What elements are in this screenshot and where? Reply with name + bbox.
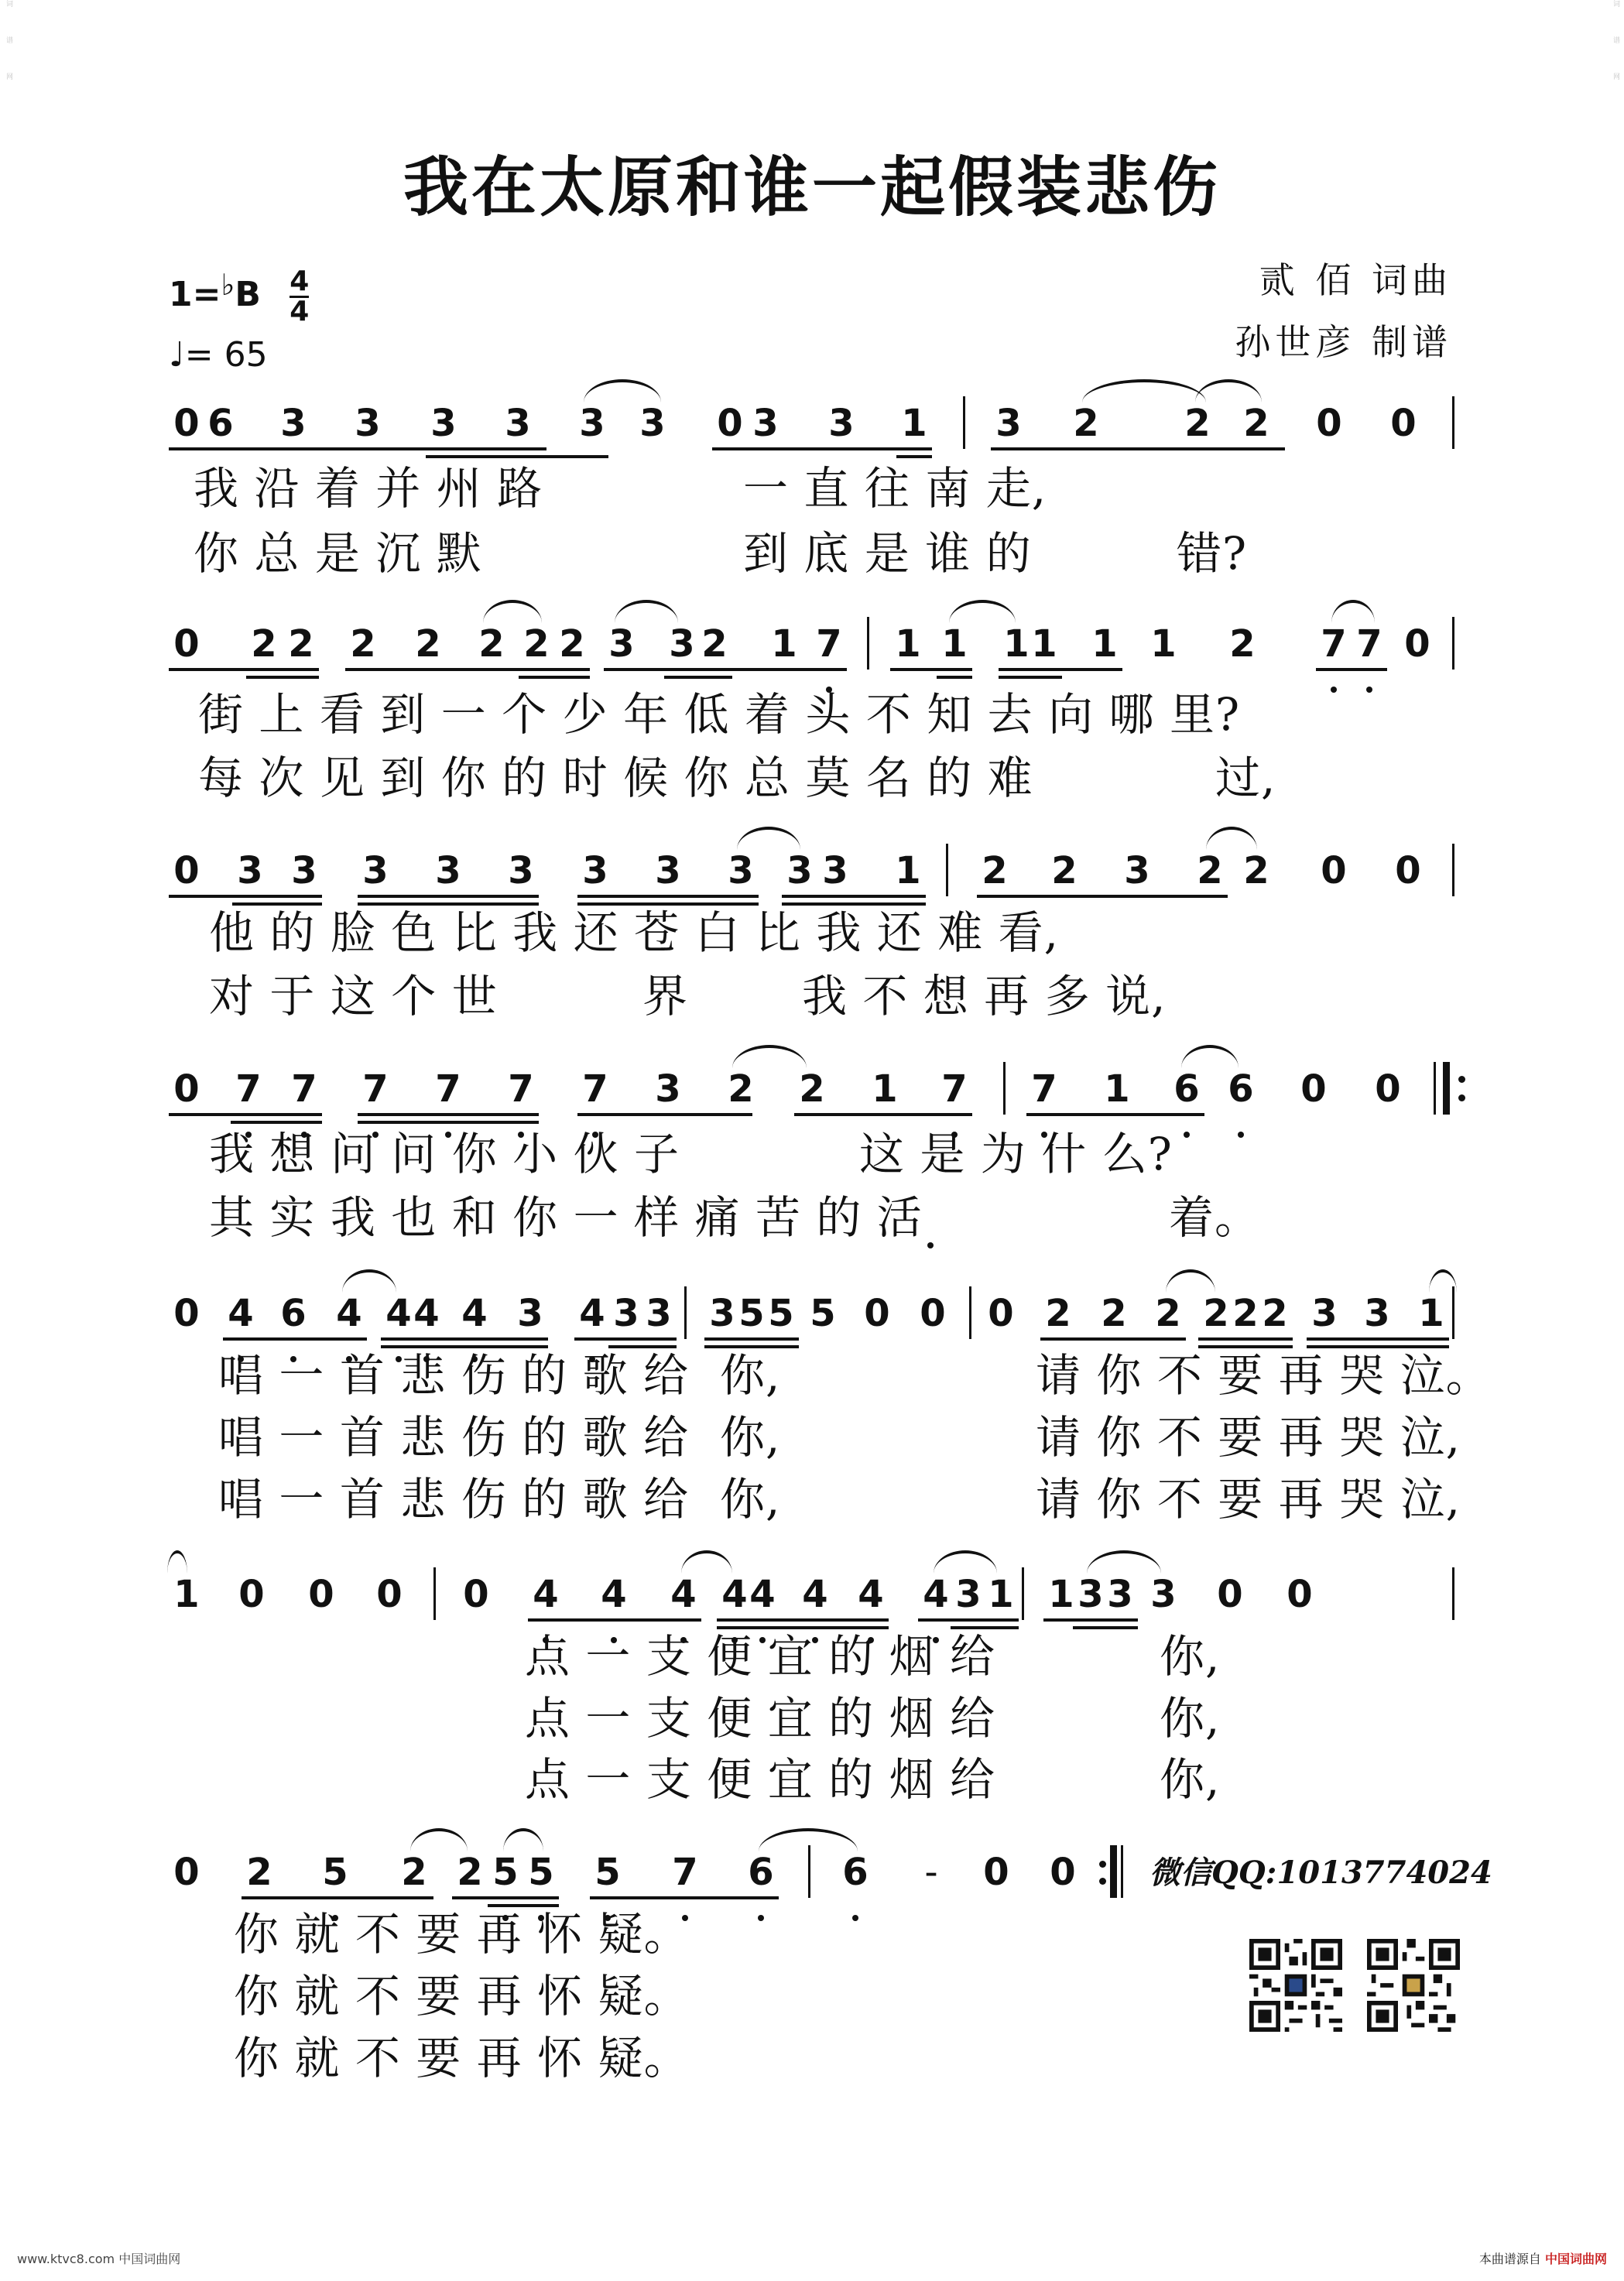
staff-5 bbox=[0, 1286, 1624, 1348]
note: 5 bbox=[768, 1292, 794, 1335]
note: 6 bbox=[743, 1845, 779, 1899]
beam bbox=[358, 1121, 539, 1124]
note: 0 bbox=[376, 1573, 403, 1616]
beam bbox=[246, 676, 319, 679]
repeat-end-barline bbox=[1110, 1845, 1117, 1898]
note: 2 bbox=[1232, 1292, 1259, 1335]
note: 5 bbox=[590, 1845, 625, 1899]
note: 2 bbox=[1243, 402, 1269, 445]
note: 6 bbox=[1223, 1062, 1259, 1116]
note: 5 bbox=[810, 1292, 836, 1335]
octave-dot-below bbox=[758, 1915, 764, 1921]
lyric-segment: 你 就 不 要 再 怀 疑。 bbox=[234, 1908, 690, 1961]
note: 1 bbox=[901, 402, 927, 445]
note: 2 bbox=[457, 1851, 483, 1894]
lyric-segment: 请 你 不 要 再 哭 泣, bbox=[1036, 1411, 1461, 1464]
qr-code-icon[interactable] bbox=[1367, 1939, 1460, 2032]
footer-source-label: 本曲谱源自 bbox=[1478, 2252, 1541, 2266]
note: 3 bbox=[655, 1067, 681, 1111]
lyric-segment: 点 一 支 便 宜 的 烟 给 bbox=[525, 1692, 996, 1745]
beam bbox=[381, 1337, 548, 1341]
beam bbox=[794, 1113, 972, 1116]
note: 4 bbox=[853, 1567, 889, 1622]
beam bbox=[358, 1113, 539, 1116]
beam bbox=[169, 895, 322, 898]
tempo-marking bbox=[169, 326, 309, 385]
note: 4 bbox=[596, 1567, 632, 1622]
beam bbox=[712, 447, 932, 450]
note: 2 bbox=[350, 622, 376, 666]
note: 0 bbox=[1316, 402, 1342, 445]
repeat-dot bbox=[1099, 1861, 1106, 1868]
beam bbox=[1073, 1626, 1138, 1629]
note: 6 bbox=[207, 402, 234, 445]
note: 0 bbox=[1375, 1067, 1401, 1111]
note: 3 bbox=[435, 849, 461, 892]
barline bbox=[969, 1286, 971, 1339]
note: 0 bbox=[463, 1573, 489, 1616]
octave-dot-below bbox=[1331, 687, 1337, 693]
footer-site-link[interactable]: 中国词曲网 bbox=[1544, 2252, 1607, 2266]
barline bbox=[946, 844, 948, 896]
note: 7 bbox=[1316, 617, 1352, 671]
tie bbox=[410, 1828, 468, 1851]
note: 2 bbox=[982, 849, 1008, 892]
barline bbox=[1452, 396, 1454, 449]
lyric-segment: 请 你 不 要 再 哭 泣, bbox=[1036, 1473, 1461, 1526]
note: 3 bbox=[995, 402, 1022, 445]
edge-watermark-left: 词谱网 bbox=[5, 0, 12, 109]
lyric-segment: 你 总 是 沉 默 bbox=[194, 527, 482, 580]
beam bbox=[169, 668, 319, 671]
composer-credit: 贰 佰 词曲 bbox=[1259, 259, 1452, 301]
beam bbox=[1026, 1113, 1204, 1116]
lyric-segment: 着。 bbox=[1169, 1191, 1261, 1244]
note: 2 bbox=[288, 622, 314, 666]
note: 7 bbox=[577, 1062, 613, 1116]
tie bbox=[342, 1269, 396, 1293]
beam bbox=[169, 447, 546, 450]
note: 6 bbox=[838, 1845, 873, 1899]
beam bbox=[577, 1113, 752, 1116]
tie bbox=[503, 1828, 543, 1851]
note: 2 bbox=[1051, 849, 1078, 892]
credits bbox=[1235, 249, 1452, 373]
note: 3 bbox=[508, 849, 534, 892]
lyric-segment: 其 实 我 也 和 你 一 样 痛 苦 的 活 bbox=[209, 1191, 923, 1244]
note: 3 bbox=[280, 402, 307, 445]
barline bbox=[1452, 844, 1454, 896]
arranger-credit: 孙世彦 制谱 bbox=[1235, 321, 1452, 363]
octave-dot-below bbox=[1238, 1132, 1244, 1138]
lyric-segment: 我 不 想 再 多 说, bbox=[802, 970, 1167, 1022]
barline bbox=[433, 1567, 436, 1620]
note: 3 bbox=[669, 622, 695, 666]
beam bbox=[528, 1618, 701, 1622]
repeat-end-barline bbox=[1443, 1062, 1450, 1115]
beam bbox=[590, 1896, 779, 1899]
note: 3 bbox=[786, 849, 813, 892]
beam bbox=[999, 668, 1122, 671]
beam bbox=[452, 1896, 559, 1899]
note: 0 bbox=[173, 1292, 200, 1335]
lyric-segment: 界 bbox=[642, 970, 689, 1022]
tie bbox=[483, 600, 542, 623]
barline bbox=[1434, 1062, 1436, 1115]
note: 1 bbox=[941, 622, 968, 666]
beam bbox=[242, 1896, 433, 1899]
barline bbox=[1003, 1062, 1006, 1115]
note: 0 bbox=[1404, 622, 1430, 666]
lyric-segment: 每 次 见 到 你 的 时 候 你 总 莫 名 的 难 bbox=[198, 752, 1033, 804]
time-bottom: 4 bbox=[290, 295, 310, 327]
tie bbox=[1429, 1269, 1457, 1293]
note: 0 bbox=[238, 1573, 265, 1616]
beam bbox=[782, 895, 926, 898]
time-top: 4 bbox=[290, 265, 310, 297]
octave-dot-below bbox=[852, 1915, 858, 1921]
note: 2 bbox=[1045, 1292, 1071, 1335]
tempo-value: = 65 bbox=[184, 334, 268, 375]
note: 3 bbox=[1078, 1573, 1104, 1616]
note: 2 bbox=[1073, 402, 1099, 445]
beam bbox=[223, 1337, 367, 1341]
beam bbox=[991, 447, 1285, 450]
beam bbox=[890, 668, 972, 671]
note: 0 bbox=[173, 622, 200, 666]
note: 7 bbox=[811, 617, 847, 671]
note: 2 bbox=[1229, 622, 1256, 666]
note: 3 bbox=[728, 849, 754, 892]
barline bbox=[808, 1845, 810, 1898]
note: 0 bbox=[1395, 849, 1421, 892]
note: 0 bbox=[1390, 402, 1417, 445]
note: 3 bbox=[1124, 849, 1150, 892]
tie bbox=[732, 1045, 807, 1068]
tie bbox=[1206, 827, 1257, 850]
staff-3 bbox=[0, 844, 1624, 906]
flat-sign: ♭ bbox=[221, 268, 235, 302]
augmentation-dot bbox=[927, 1242, 934, 1248]
lyric-segment: 唱 一 首 悲 伤 的 歌 给 bbox=[218, 1411, 690, 1464]
note: 4 bbox=[574, 1286, 610, 1341]
note: 0 bbox=[1050, 1851, 1076, 1894]
note: 4 bbox=[666, 1567, 701, 1622]
footer-site-url[interactable]: www.ktvc8.com 中国词曲网 bbox=[17, 2252, 181, 2266]
note: 4 bbox=[457, 1286, 492, 1341]
repeat-dot bbox=[1458, 1076, 1465, 1083]
note: 3 bbox=[828, 402, 855, 445]
beam bbox=[358, 895, 539, 898]
note: 0 bbox=[173, 402, 200, 445]
tie bbox=[584, 379, 661, 402]
note: 1 bbox=[895, 622, 921, 666]
note: 3 bbox=[1311, 1292, 1338, 1335]
note: 0 bbox=[983, 1851, 1009, 1894]
note: 2 bbox=[246, 1851, 272, 1894]
lyric-segment: 街 上 看 到 一 个 少 年 低 着 头 不 知 去 向 哪 里? bbox=[198, 688, 1241, 741]
tie bbox=[1166, 1269, 1215, 1293]
note: 3 bbox=[1107, 1573, 1133, 1616]
note: 1 bbox=[173, 1573, 200, 1616]
beam bbox=[999, 676, 1062, 679]
note: 4 bbox=[745, 1567, 780, 1622]
lyric-segment: 你 就 不 要 再 怀 疑。 bbox=[234, 1970, 690, 2022]
note: 2 bbox=[523, 622, 550, 666]
note: 0 bbox=[1217, 1573, 1243, 1616]
beam bbox=[345, 668, 590, 671]
note: 3 bbox=[355, 402, 381, 445]
staff-4 bbox=[0, 1062, 1624, 1124]
barline bbox=[1022, 1567, 1024, 1620]
note: 3 bbox=[655, 849, 681, 892]
beam bbox=[937, 676, 972, 679]
tie bbox=[1082, 379, 1206, 402]
note-extension-dash: - bbox=[924, 1851, 938, 1894]
note: 7 bbox=[1352, 617, 1387, 671]
note: 4 bbox=[717, 1567, 752, 1622]
note: 0 bbox=[1300, 1067, 1327, 1111]
lyric-segment: 请 你 不 要 再 哭 泣。 bbox=[1036, 1349, 1492, 1402]
beam bbox=[169, 1113, 322, 1116]
beam bbox=[664, 676, 732, 679]
octave-dot-below bbox=[1366, 687, 1372, 693]
barline bbox=[684, 1286, 687, 1339]
beam bbox=[717, 1618, 889, 1622]
note: 2 bbox=[799, 1067, 825, 1111]
note: 3 bbox=[613, 1292, 639, 1335]
tie bbox=[1195, 379, 1262, 402]
note: 2 bbox=[559, 622, 585, 666]
tie bbox=[1331, 600, 1375, 623]
note: 2 bbox=[728, 1067, 754, 1111]
note: 1 bbox=[1104, 1067, 1130, 1111]
note: 1 bbox=[988, 1573, 1014, 1616]
note: 1 bbox=[1150, 622, 1177, 666]
beam bbox=[1307, 1337, 1449, 1341]
beam bbox=[1040, 1337, 1186, 1341]
key-note: B bbox=[235, 275, 261, 314]
barline bbox=[867, 617, 869, 670]
note: 7 bbox=[1026, 1062, 1062, 1116]
tie bbox=[1181, 1045, 1239, 1068]
note: 5 bbox=[488, 1845, 523, 1899]
lyric-segment: 你, bbox=[1160, 1753, 1221, 1806]
note: 4 bbox=[409, 1286, 444, 1341]
note: 2 bbox=[401, 1851, 427, 1894]
qr-code-icon[interactable] bbox=[1249, 1939, 1342, 2032]
lyric-segment: 唱 一 首 悲 伤 的 歌 给 bbox=[218, 1473, 690, 1526]
lyric-segment: 这 是 为 什 么? bbox=[859, 1128, 1173, 1180]
staff-6 bbox=[0, 1567, 1624, 1629]
note: 3 bbox=[579, 402, 605, 445]
barline bbox=[1452, 1567, 1454, 1620]
staff-2 bbox=[0, 617, 1624, 679]
beam bbox=[231, 1121, 322, 1124]
note: 0 bbox=[864, 1292, 890, 1335]
tie bbox=[1087, 1550, 1161, 1574]
note: 0 bbox=[308, 1573, 334, 1616]
lyric-segment: 我 想 问 问 你 小 伙 子 bbox=[209, 1128, 680, 1180]
note: 3 bbox=[505, 402, 531, 445]
lyric-segment: 你, bbox=[1160, 1630, 1221, 1683]
repeat-dot bbox=[1099, 1878, 1106, 1885]
note: 2 bbox=[1155, 1292, 1181, 1335]
note: 7 bbox=[231, 1062, 266, 1116]
tie bbox=[737, 827, 800, 850]
note: 3 bbox=[1150, 1573, 1177, 1616]
barline bbox=[963, 396, 965, 449]
note: 4 bbox=[797, 1567, 833, 1622]
note: 0 bbox=[1321, 849, 1347, 892]
note: 0 bbox=[173, 1851, 200, 1894]
wechat-qq-contact: 微信QQ:1013774024 bbox=[1149, 1855, 1492, 1891]
tie bbox=[615, 600, 678, 623]
note: 2 bbox=[1197, 849, 1223, 892]
note: 1 bbox=[895, 849, 921, 892]
beam bbox=[574, 1337, 677, 1341]
note: 5 bbox=[738, 1292, 765, 1335]
note: 7 bbox=[667, 1845, 703, 1899]
note: 2 bbox=[415, 622, 441, 666]
note: 2 bbox=[701, 622, 728, 666]
lyric-segment: 过, bbox=[1215, 752, 1276, 804]
note: 1 bbox=[1031, 622, 1057, 666]
note: 1 bbox=[1048, 1573, 1074, 1616]
lyric-segment: 点 一 支 便 宜 的 烟 给 bbox=[525, 1630, 996, 1683]
note: 3 bbox=[362, 849, 389, 892]
lyric-segment: 你, bbox=[720, 1349, 781, 1402]
tie bbox=[681, 1550, 732, 1574]
note: 3 bbox=[709, 1292, 735, 1335]
note: 6 bbox=[1169, 1062, 1204, 1116]
note: 2 bbox=[1101, 1292, 1127, 1335]
note: 2 bbox=[1184, 402, 1211, 445]
tie bbox=[949, 600, 1016, 623]
octave-dot-below bbox=[1184, 1132, 1190, 1138]
note: 3 bbox=[822, 849, 848, 892]
note: 1 bbox=[872, 1067, 898, 1111]
tie bbox=[934, 1550, 997, 1574]
note: 3 bbox=[955, 1573, 982, 1616]
note: 4 bbox=[223, 1286, 259, 1341]
note: 3 bbox=[291, 849, 317, 892]
lyric-segment: 到 底 是 谁 的 bbox=[743, 527, 1032, 580]
note: 0 bbox=[173, 849, 200, 892]
beam bbox=[704, 1337, 799, 1341]
note: 3 bbox=[237, 849, 263, 892]
note: 5 bbox=[317, 1845, 353, 1899]
note: 0 bbox=[988, 1292, 1014, 1335]
footer-source bbox=[1479, 2249, 1607, 2267]
note: 2 bbox=[1243, 849, 1269, 892]
beam bbox=[1316, 668, 1387, 671]
barline bbox=[1452, 617, 1454, 670]
note: 5 bbox=[523, 1845, 559, 1899]
barline bbox=[1121, 1845, 1123, 1898]
lyric-segment: 唱 一 首 悲 伤 的 歌 给 bbox=[218, 1349, 690, 1402]
edge-watermark-right: 词谱网 bbox=[1612, 0, 1619, 109]
barline bbox=[1452, 1286, 1454, 1339]
note: 3 bbox=[639, 402, 666, 445]
note: 0 bbox=[1287, 1573, 1313, 1616]
note: 3 bbox=[582, 849, 608, 892]
note: 3 bbox=[608, 622, 635, 666]
beam bbox=[426, 455, 608, 458]
lyric-segment: 一 直 往 南 走, bbox=[743, 462, 1047, 515]
lyric-segment: 你, bbox=[720, 1411, 781, 1464]
lyric-segment: 对 于 这 个 世 bbox=[209, 970, 498, 1022]
note: 4 bbox=[918, 1567, 954, 1622]
note: 1 bbox=[771, 622, 797, 666]
staff-1 bbox=[0, 396, 1624, 458]
note: 2 bbox=[1262, 1292, 1288, 1335]
note: 0 bbox=[717, 402, 743, 445]
score-title: 我在太原和谁一起假装悲伤 bbox=[403, 149, 1221, 225]
note: 0 bbox=[173, 1067, 200, 1111]
note: 3 bbox=[1364, 1292, 1390, 1335]
note: 3 bbox=[430, 402, 457, 445]
lyric-segment: 点 一 支 便 宜 的 烟 给 bbox=[525, 1753, 996, 1806]
beam bbox=[519, 676, 590, 679]
note: 1 bbox=[1418, 1292, 1444, 1335]
beam bbox=[604, 668, 847, 671]
beam bbox=[1198, 1337, 1293, 1341]
note: 4 bbox=[381, 1286, 416, 1341]
beam bbox=[577, 895, 759, 898]
lyric-segment: 他 的 脸 色 比 我 还 苍 白 比 我 还 难 看, bbox=[209, 906, 1060, 959]
key-tempo-block bbox=[169, 255, 309, 385]
note: 2 bbox=[478, 622, 505, 666]
beam bbox=[918, 1618, 1019, 1622]
note: 7 bbox=[503, 1062, 539, 1116]
note: 4 bbox=[331, 1286, 367, 1341]
note: 7 bbox=[286, 1062, 322, 1116]
note: 3 bbox=[646, 1292, 672, 1335]
beam bbox=[1043, 1618, 1138, 1622]
tie bbox=[759, 1828, 858, 1851]
note: 3 bbox=[752, 402, 779, 445]
key-prefix: 1= bbox=[169, 275, 221, 314]
time-signature bbox=[290, 265, 310, 327]
note: 1 bbox=[1003, 622, 1030, 666]
note: 2 bbox=[251, 622, 277, 666]
note: 3 bbox=[517, 1292, 543, 1335]
key-signature bbox=[169, 255, 309, 326]
lyric-segment: 我 沿 着 并 州 路 bbox=[194, 462, 543, 515]
note: 7 bbox=[937, 1062, 972, 1116]
note: 7 bbox=[358, 1062, 393, 1116]
lyric-segment: 你, bbox=[1160, 1692, 1221, 1745]
lyric-segment: 错? bbox=[1177, 527, 1248, 580]
note: 2 bbox=[1203, 1292, 1229, 1335]
beam bbox=[896, 455, 932, 458]
note: 7 bbox=[430, 1062, 466, 1116]
note: 4 bbox=[528, 1567, 564, 1622]
lyric-segment: 你 就 不 要 再 怀 疑。 bbox=[234, 2032, 690, 2084]
lyric-segment: 你, bbox=[720, 1473, 781, 1526]
beam bbox=[977, 895, 1228, 898]
note: 0 bbox=[920, 1292, 946, 1335]
repeat-dot bbox=[1458, 1094, 1465, 1101]
quarter-note-icon: ♩ bbox=[169, 334, 185, 375]
note: 6 bbox=[276, 1286, 311, 1341]
note: 1 bbox=[1091, 622, 1118, 666]
